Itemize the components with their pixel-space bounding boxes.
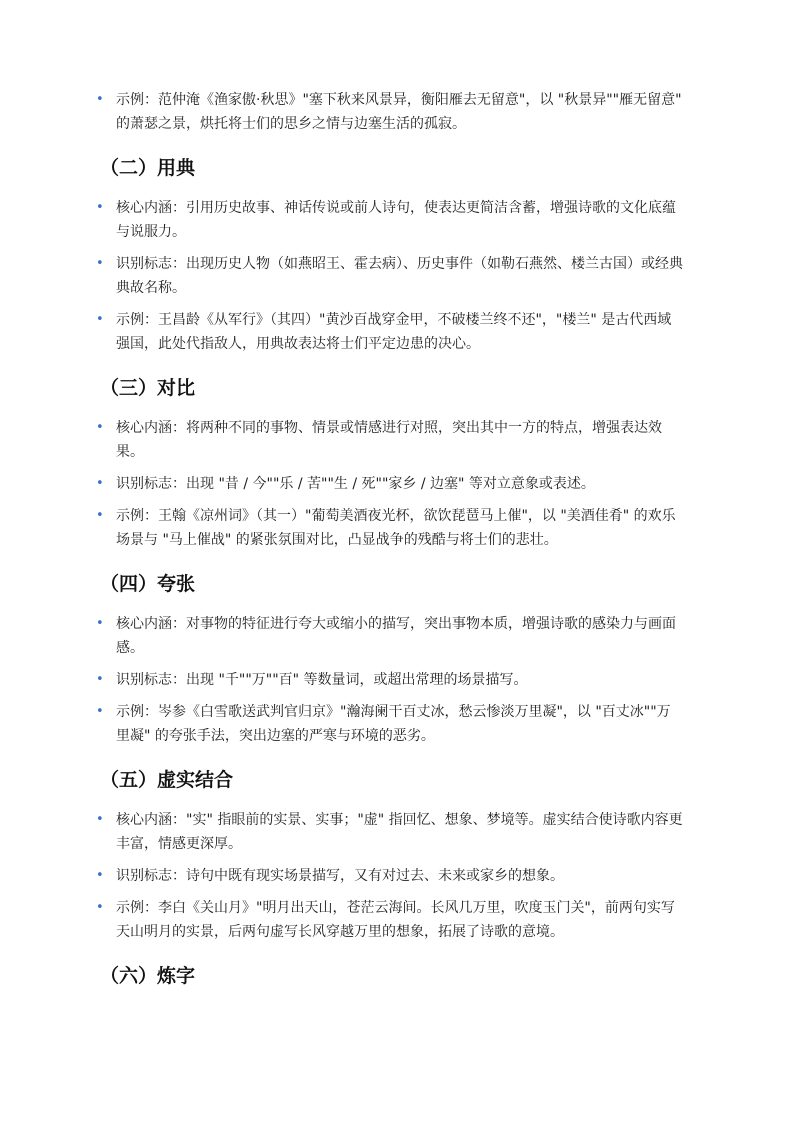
intro-list (96, 88, 684, 136)
list-item-text: 识别标志：出现 "千""万""百" 等数量词，或超出常理的场景描写。 (116, 672, 528, 688)
list-item (96, 668, 684, 692)
bullet-icon: • (96, 616, 104, 631)
bullet-icon: • (96, 704, 104, 719)
bullet-icon: • (96, 92, 104, 107)
bullet-list (96, 196, 684, 356)
bullet-icon: • (96, 312, 104, 327)
section (96, 570, 684, 748)
bullet-list (96, 612, 684, 748)
bullet-icon: • (96, 476, 104, 491)
list-item-text: 示例：王翰《凉州词》（其一）"葡萄美酒夜光杯，欲饮琵琶马上催"，以 "美酒佳肴" 的欢乐场景与 "马上催战" 的紧张氛围对比，凸显战争的残酷与将士们的悲壮。 (116, 508, 676, 548)
list-item (96, 612, 684, 660)
bullet-icon: • (96, 420, 104, 435)
list-item (96, 252, 684, 300)
list-item (96, 808, 684, 856)
list-item-text: 核心内涵：对事物的特征进行夸大或缩小的描写，突出事物本质，增强诗歌的感染力与画面感。 (116, 616, 676, 656)
list-item (96, 896, 684, 944)
section (96, 962, 684, 990)
bullet-icon: • (96, 868, 104, 883)
bullet-list (96, 416, 684, 552)
bullet-icon: • (96, 508, 104, 523)
section-title: （五）虚实结合 (100, 769, 234, 791)
list-item (96, 308, 684, 356)
bullet-icon: • (96, 200, 104, 215)
list-item-text: 识别标志：出现历史人物（如燕昭王、霍去病）、历史事件（如勒石燕然、楼兰古国）或经典典故名称。 (116, 256, 683, 296)
list-item (96, 864, 684, 888)
bullet-icon: • (96, 900, 104, 915)
list-item-text: 示例：范仲淹《渔家傲·秋思》"塞下秋来风景异，衡阳雁去无留意"，以 "秋景异""雁无留意" 的萧瑟之景，烘托将士们的思乡之情与边塞生活的孤寂。 (116, 92, 682, 132)
bullet-list (96, 808, 684, 944)
section (96, 154, 684, 356)
list-item-text: 识别标志：诗句中既有现实场景描写，又有对过去、未来或家乡的想象。 (116, 868, 564, 884)
list-item-text: 核心内涵："实" 指眼前的实景、实事；"虚" 指回忆、想象、梦境等。虚实结合使诗歌内容更丰富，情感更深厚。 (116, 812, 683, 852)
list-item (96, 88, 684, 136)
list-item-text: 示例：岑参《白雪歌送武判官归京》"瀚海阑干百丈冰，愁云惨淡万里凝"，以 "百丈冰""万里凝" 的夸张手法，突出边塞的严寒与环境的恶劣。 (116, 704, 671, 744)
bullet-icon: • (96, 256, 104, 271)
bullet-icon: • (96, 812, 104, 827)
section-title: （四）夸张 (100, 573, 196, 595)
list-item (96, 472, 684, 496)
list-item (96, 504, 684, 552)
list-item-text: 示例：李白《关山月》"明月出天山，苍茫云海间。长风几万里，吹度玉门关"，前两句实写天山明月的实景，后两句虚写长风穿越万里的想象，拓展了诗歌的意境。 (116, 900, 675, 940)
list-item-text: 核心内涵：引用历史故事、神话传说或前人诗句，使表达更简洁含蓄，增强诗歌的文化底蕴与说服力。 (116, 200, 676, 240)
list-item (96, 196, 684, 244)
sections-container (96, 154, 684, 990)
list-item (96, 416, 684, 464)
section-title: （六）炼字 (100, 965, 196, 987)
section-title: （三）对比 (100, 377, 196, 399)
section (96, 766, 684, 944)
list-item (96, 700, 684, 748)
list-item-text: 识别标志：出现 "昔 / 今""乐 / 苦""生 / 死""家乡 / 边塞" 等对立意象或表述。 (116, 476, 595, 492)
bullet-icon: • (96, 672, 104, 687)
section (96, 374, 684, 552)
section-title: （二）用典 (100, 157, 196, 179)
list-item-text: 示例：王昌龄《从军行》（其四）"黄沙百战穿金甲，不破楼兰终不还"，"楼兰" 是古代西域强国，此处代指敌人，用典故表达将士们平定边患的决心。 (116, 312, 672, 352)
list-item-text: 核心内涵：将两种不同的事物、情景或情感进行对照，突出其中一方的特点，增强表达效果。 (116, 420, 662, 460)
